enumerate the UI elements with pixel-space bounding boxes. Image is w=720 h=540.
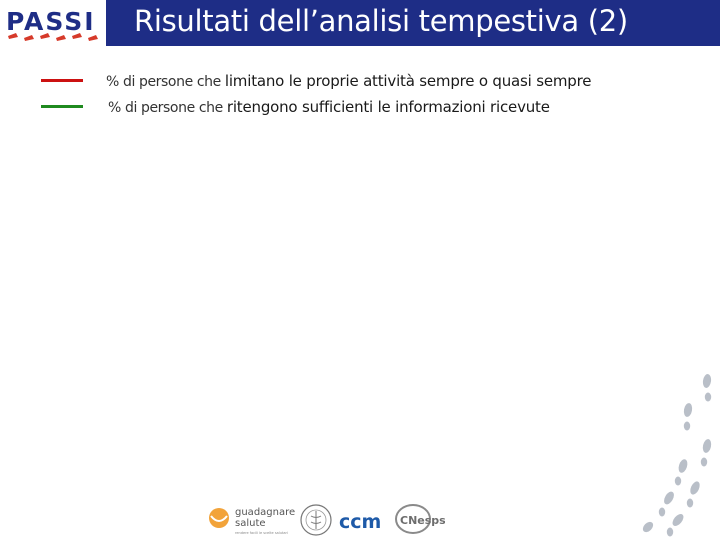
legend-prefix: % di persone che: [106, 74, 225, 90]
legend-prefix: % di persone che: [108, 100, 227, 116]
footprints-icon: [620, 370, 720, 540]
svg-text:guadagnare: guadagnare: [235, 507, 296, 518]
legend-label: [106, 72, 591, 90]
seal-logo: [301, 505, 331, 535]
footer-logos: [205, 500, 445, 540]
passi-logo-icon: [0, 0, 106, 46]
ccm-logo: [338, 510, 384, 533]
svg-text:CNesps: CNesps: [400, 514, 445, 527]
guadagnare-salute-logo: [209, 507, 295, 535]
logo-text: PASSI: [6, 7, 96, 36]
legend-swatch-red: [41, 79, 83, 82]
svg-text:salute: salute: [235, 518, 266, 529]
legend-label: [108, 98, 550, 116]
svg-text:ccm: ccm: [339, 511, 382, 533]
passi-logo: [0, 0, 106, 46]
svg-text:rendere facili le scelte salut: rendere facili le scelte salutari: [235, 531, 288, 535]
legend-text: ritengono sufficienti le informazioni ricevute: [226, 98, 550, 116]
page-title: Risultati dell’analisi tempestiva (2): [134, 4, 628, 38]
header: [0, 0, 720, 46]
legend-text: limitano le proprie attività sempre o quasi sempre: [224, 72, 592, 90]
cnesps-logo: [396, 505, 445, 533]
legend-swatch-green: [41, 105, 83, 108]
title-bar: [106, 0, 720, 46]
legend-item: [0, 94, 720, 118]
legend-item: [0, 68, 720, 92]
